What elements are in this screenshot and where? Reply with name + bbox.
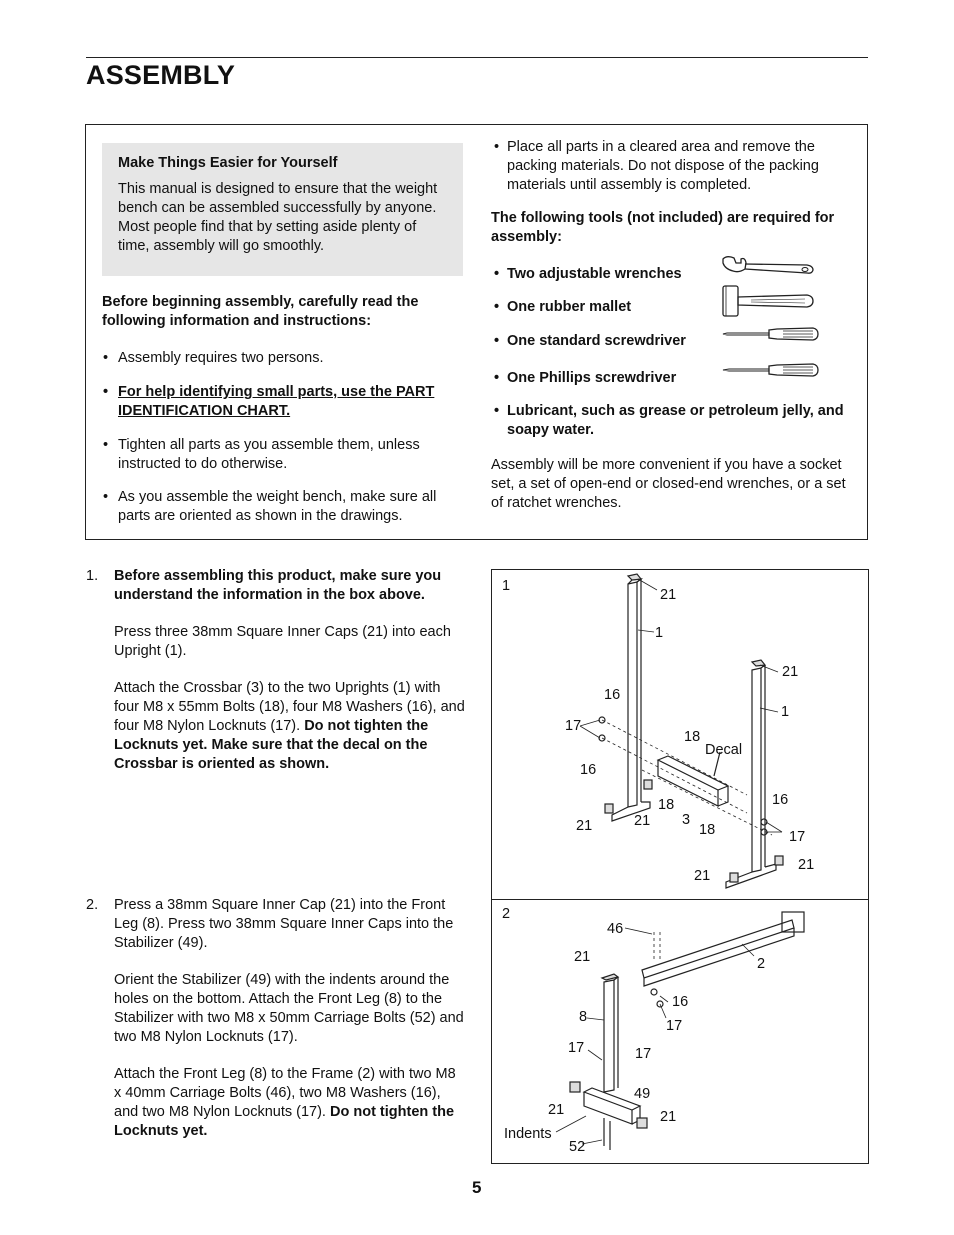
adjustable-wrench-icon	[721, 255, 815, 277]
step-1-caps: Press three 38mm Square Inner Caps (21) into each Upright (1).	[114, 624, 451, 659]
callout-label: 2	[757, 956, 766, 972]
step-2-stabilizer: Orient the Stabilizer (49) with the indents around the holes on the bottom. Attach the Front Leg (8) to the Stabilizer with two M8 x 50mm Carriage Bolts (52) and two M8 Nylon Locknuts (17).	[114, 972, 464, 1045]
figure-2-number: 2	[502, 906, 511, 922]
callout-label: 1	[781, 704, 790, 720]
callout-label: 17	[789, 829, 806, 845]
tool-item	[491, 332, 853, 351]
step-1-crossbar-text: Attach the Crossbar (3) to the two Uprights (1) with four M8 x 55mm Bolts (18), four M8 Washers (16), and four M8 Nylon Locknuts (17).	[114, 680, 465, 734]
figure-1-number: 1	[502, 578, 511, 594]
step-1-intro: Before assembling this product, make sure you understand the information in the box above.	[114, 568, 442, 603]
callout-label: 21	[576, 818, 593, 834]
tool-item: • Lubricant, such as grease or petroleum jelly, and soapy water.	[491, 402, 853, 440]
callout-label: 21	[660, 587, 677, 603]
tips-title: Make Things Easier for Yourself	[118, 155, 338, 171]
list-item: • Tighten all parts as you assemble them, unless instructed to do otherwise.	[102, 436, 472, 474]
list-item: • Assembly requires two persons.	[102, 349, 472, 368]
list-item: • As you assemble the weight bench, make sure all parts are oriented as shown in the drawings.	[102, 488, 472, 526]
figure-1-drawing	[492, 570, 870, 901]
callout-label: 18	[658, 797, 675, 813]
callout-label: 18	[684, 729, 701, 745]
callout-label: 17	[565, 718, 582, 734]
step-2-warning: Do not tighten the Locknuts yet.	[114, 1104, 455, 1139]
callout-label: Decal	[705, 742, 743, 758]
callout-label: 16	[672, 994, 689, 1010]
step-2	[86, 896, 466, 1159]
step-number: 1.	[86, 568, 99, 584]
tool-item	[491, 298, 853, 317]
info-box	[85, 124, 868, 540]
callout-label: 16	[772, 792, 789, 808]
tool-label: • One Phillips screwdriver	[491, 369, 853, 388]
callout-label: 16	[580, 762, 597, 778]
callout-label: 21	[782, 664, 799, 680]
list-item: • Place all parts in a cleared area and remove the packing materials. Do not dispose of the packing materials until assembly is completed.	[491, 138, 853, 195]
figure-2-drawing	[492, 900, 870, 1165]
callout-label: 21	[548, 1102, 565, 1118]
callout-label: 21	[574, 949, 591, 965]
phillips-screwdriver-icon	[721, 361, 821, 379]
step-2-caps: Press a 38mm Square Inner Cap (21) into the Front Leg (8). Press two 38mm Square Inner Caps into the Stabilizer (49).	[114, 897, 454, 951]
callout-label: 17	[635, 1046, 652, 1062]
callout-label: 21	[660, 1109, 677, 1125]
tips-body: This manual is designed to ensure that the weight bench can be assembled successfully by anyone. Most people find that by setting aside plenty of time, assembly will go smoothly.	[118, 181, 438, 254]
callout-label: 21	[694, 868, 711, 884]
figure-2	[491, 899, 869, 1164]
callout-label: 1	[655, 625, 664, 641]
rubber-mallet-icon	[721, 284, 815, 318]
callout-label: 8	[579, 1009, 588, 1025]
callout-label: Indents	[504, 1126, 552, 1142]
step-number: 2.	[86, 897, 99, 913]
step-1-crossbar	[114, 679, 466, 774]
top-rule	[86, 57, 868, 58]
step-1	[86, 567, 466, 792]
tool-item	[491, 369, 853, 388]
page-title: ASSEMBLY	[86, 60, 236, 90]
figure-1	[491, 569, 869, 900]
tool-item	[491, 265, 853, 284]
page-number: 5	[472, 1178, 482, 1197]
tool-label: • One rubber mallet	[491, 298, 853, 317]
callout-label: 3	[682, 812, 691, 828]
tool-label: • One standard screwdriver	[491, 332, 853, 351]
list-item: • For help identifying small parts, use the PART IDENTIFICATION CHART.	[102, 383, 472, 421]
callout-label: 46	[607, 921, 624, 937]
step-2-front-leg-text: Attach the Front Leg (8) to the Frame (2) with two M8 x 40mm Carriage Bolts (46), two M8 Washers (16), and two M8 Nylon Locknuts (17).	[114, 1066, 456, 1120]
tool-label: • Two adjustable wrenches	[491, 265, 853, 284]
callout-label: 17	[568, 1040, 585, 1056]
callout-label: 18	[699, 822, 716, 838]
standard-screwdriver-icon	[721, 325, 821, 343]
tips-panel	[102, 143, 463, 276]
tools-column	[491, 138, 853, 513]
callout-label: 21	[634, 813, 651, 829]
instructions-column	[102, 293, 472, 526]
callout-label: 16	[604, 687, 621, 703]
callout-label: 49	[634, 1086, 651, 1102]
convenience-note: Assembly will be more convenient if you have a socket set, a set of open-end or closed-end wrenches, or a set of ratchet wrenches.	[491, 457, 846, 511]
before-heading: Before beginning assembly, carefully read the following information and instructions:	[102, 294, 419, 329]
callout-label: 21	[798, 857, 815, 873]
callout-label: 52	[569, 1139, 586, 1155]
step-2-front-leg	[114, 1065, 466, 1141]
callout-label: 17	[666, 1018, 683, 1034]
step-1-warning: Do not tighten the Locknuts yet. Make sure that the decal on the Crossbar is oriented as shown.	[114, 718, 429, 772]
tools-heading: The following tools (not included) are required for assembly:	[491, 210, 835, 245]
